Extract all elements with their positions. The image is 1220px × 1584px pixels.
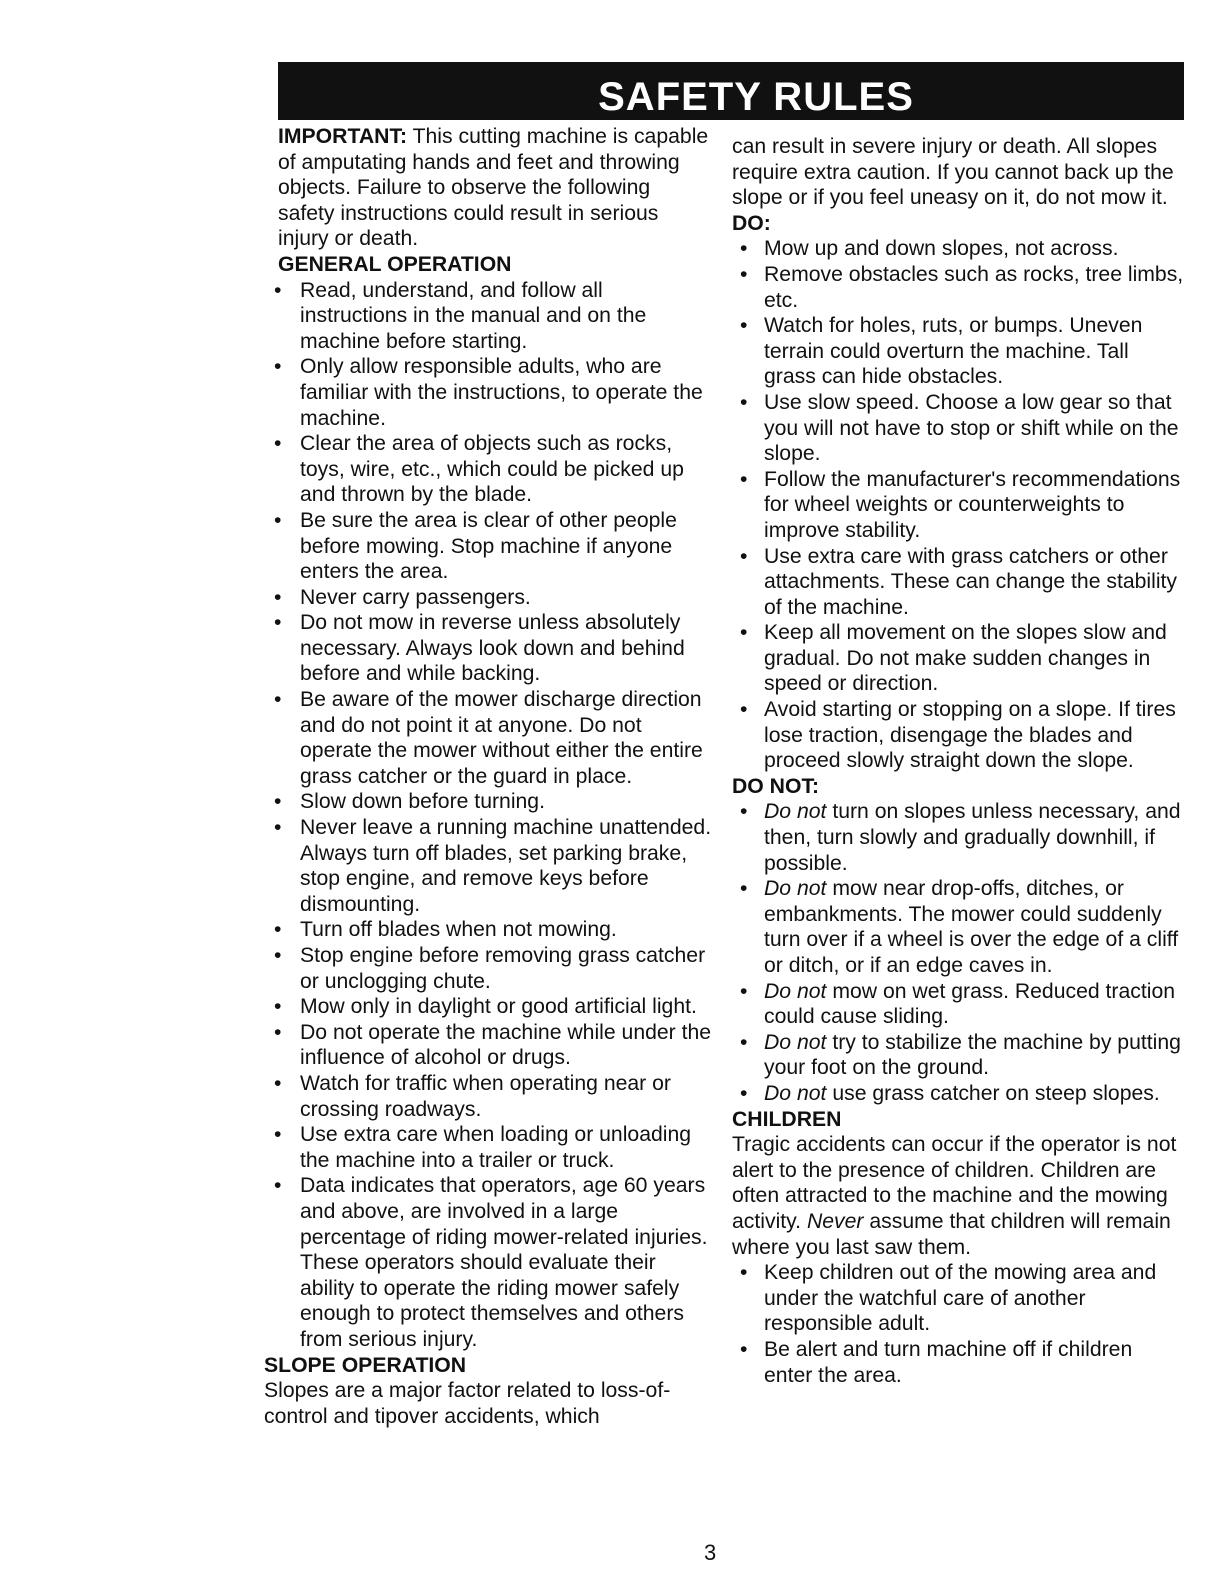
do-not-prefix: Do not — [764, 877, 827, 901]
list-item: • Slow down before turning. — [264, 789, 712, 815]
list-item: • Remove obstacles such as rocks, tree limbs, etc. — [732, 262, 1184, 313]
right-column — [732, 134, 1184, 1388]
list-item: • Read, understand, and follow all instructions in the manual and on the machine before starting. — [264, 278, 712, 355]
list-item: • Stop engine before removing grass catcher or unclogging chute. — [264, 943, 712, 994]
list-item: • Never leave a running machine unattended. Always turn off blades, set parking brake, stop engine, and remove keys before dismounting. — [264, 815, 712, 917]
left-column — [264, 124, 712, 1429]
list-item: • Use slow speed. Choose a low gear so that you will not have to stop or shift while on the slope. — [732, 390, 1184, 467]
children-text-part: Tragic accidents can occur if the operator is not alert to the presence of children. Children are often attracted to the machine and the mowing activity. — [732, 1133, 1177, 1233]
list-item-text: mow near drop-offs, ditches, or embankments. The mower could suddenly turn over if a wheel is over the edge of a cliff or ditch, or if an edge caves in. — [764, 877, 1179, 977]
list-item: • Turn off blades when not mowing. — [264, 917, 712, 943]
do-not-heading: DO NOT: — [732, 774, 820, 798]
page-number: 3 — [704, 1540, 717, 1565]
list-item: • Data indicates that operators, age 60 years and above, are involved in a large percentage of riding mower-related injuries. These operators should evaluate their ability to operate the riding mower safely enough to protect themselves and others from serious injury. — [264, 1173, 712, 1352]
children-never: Never — [806, 1209, 864, 1233]
list-item: • Follow the manufacturer's recommendations for wheel weights or counterweights to improve stability. — [732, 467, 1184, 544]
list-item: • Never carry passengers. — [264, 585, 712, 611]
do-not-prefix: Do not — [764, 800, 827, 824]
do-not-list — [732, 799, 1184, 1106]
list-item: • Use extra care when loading or unloading the machine into a trailer or truck. — [264, 1122, 712, 1173]
list-item: • Keep children out of the mowing area and under the watchful care of another responsible adult. — [732, 1260, 1184, 1337]
list-item: • Use extra care with grass catchers or other attachments. These can change the stability of the machine. — [732, 544, 1184, 621]
list-item: • Watch for traffic when operating near or crossing roadways. — [264, 1071, 712, 1122]
list-item: • Do not operate the machine while under the influence of alcohol or drugs. — [264, 1020, 712, 1071]
important-notice — [264, 124, 712, 252]
list-item: • Keep all movement on the slopes slow and gradual. Do not make sudden changes in speed or direction. — [732, 620, 1184, 697]
do-heading: DO: — [732, 211, 771, 235]
list-item-text: use grass catcher on steep slopes. — [826, 1081, 1160, 1105]
list-item: • Watch for holes, ruts, or bumps. Uneven terrain could overturn the machine. Tall grass can hide obstacles. — [732, 313, 1184, 390]
slope-continued-text: can result in severe injury or death. All slopes require extra caution. If you cannot back up the slope or if you feel uneasy on it, do not mow it. — [732, 135, 1174, 210]
list-item — [732, 876, 1184, 978]
important-label: IMPORTANT: — [278, 125, 408, 148]
list-item — [732, 1081, 1184, 1107]
list-item-text: turn on slopes unless necessary, and then, turn slowly and gradually downhill, if possible. — [764, 800, 1181, 875]
list-item — [732, 979, 1184, 1030]
list-item — [732, 799, 1184, 876]
slope-operation-heading: SLOPE OPERATION — [264, 1353, 467, 1377]
slope-operation-text: Slopes are a major factor related to loss-of-control and tipover accidents, which — [264, 1379, 671, 1428]
list-item: • Be sure the area is clear of other people before mowing. Stop machine if anyone enters the area. — [264, 508, 712, 585]
list-item-text: try to stabilize the machine by putting your foot on the ground. — [764, 1030, 1181, 1080]
list-item: • Mow up and down slopes, not across. — [732, 236, 1184, 262]
do-not-prefix: Do not — [764, 1081, 827, 1105]
do-not-prefix: Do not — [764, 1030, 827, 1054]
list-item: • Be aware of the mower discharge direction and do not point it at anyone. Do not operate the mower without either the entire grass catcher or the guard in place. — [264, 687, 712, 789]
page-title: SAFETY RULES — [278, 62, 1184, 120]
list-item — [732, 1030, 1184, 1081]
list-item: • Clear the area of objects such as rocks, toys, wire, etc., which could be picked up and thrown by the blade. — [264, 431, 712, 508]
list-item: • Be alert and turn machine off if children enter the area. — [732, 1337, 1184, 1388]
do-not-prefix: Do not — [764, 979, 827, 1003]
children-list — [732, 1260, 1184, 1388]
do-list — [732, 236, 1184, 773]
general-operation-list — [264, 278, 712, 1353]
important-text: This cutting machine is capable of amputating hands and feet and throwing objects. Failure to observe the following safety instructions could result in serious injury or death. — [278, 125, 709, 251]
list-item: • Only allow responsible adults, who are familiar with the instructions, to operate the machine. — [264, 354, 712, 431]
list-item: • Mow only in daylight or good artificial light. — [264, 994, 712, 1020]
list-item: • Do not mow in reverse unless absolutely necessary. Always look down and behind before and while backing. — [264, 610, 712, 687]
general-operation-heading: GENERAL OPERATION — [278, 252, 512, 276]
children-text — [732, 1132, 1184, 1260]
children-heading: CHILDREN — [732, 1107, 842, 1131]
children-text-part: assume that children will remain where you last saw them. — [732, 1209, 1171, 1259]
list-item: • Avoid starting or stopping on a slope. If tires lose traction, disengage the blades and proceed slowly straight down the slope. — [732, 697, 1184, 774]
list-item-text: mow on wet grass. Reduced traction could cause sliding. — [764, 979, 1176, 1029]
